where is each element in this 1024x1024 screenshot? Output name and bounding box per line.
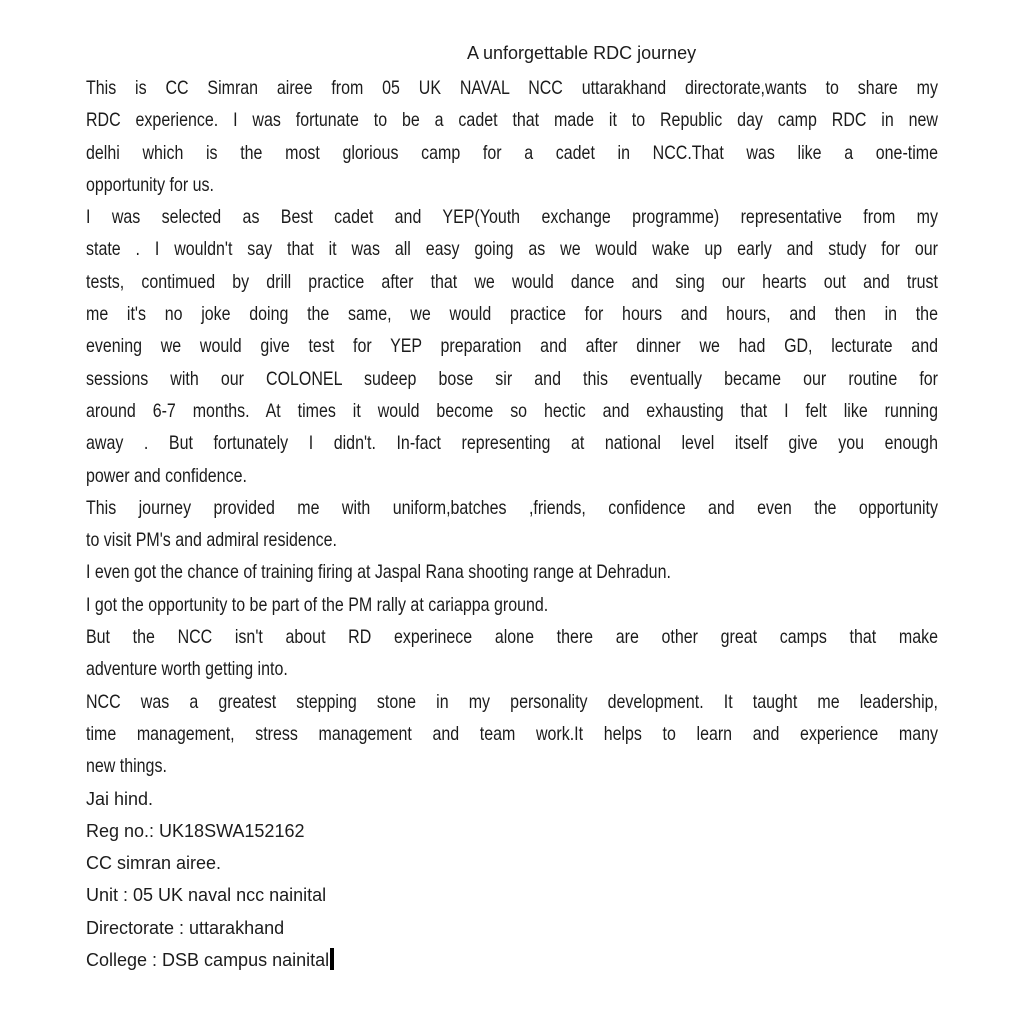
text-cursor-icon: [330, 948, 334, 970]
text-line-content: I got the opportunity to be part of the PM rally at cariappa ground.: [86, 593, 549, 616]
text-line: [86, 173, 938, 205]
text-line-content: evening we would give test for YEP preparation and after dinner we had GD, lecturate and: [86, 335, 938, 358]
text-line-content: RDC experience. I was fortunate to be a cadet that made it to Republic day camp RDC in new: [86, 109, 938, 132]
text-line-content: sessions with our COLONEL sudeep bose sir and this eventually became our routine for: [86, 367, 938, 390]
signature-line-text: Unit : 05 UK naval ncc nainital: [86, 885, 327, 906]
text-line: [86, 754, 938, 786]
signature-line-text: Jai hind.: [86, 788, 154, 809]
text-line: [86, 625, 938, 657]
signature-line: [86, 916, 938, 948]
text-line-content: power and confidence.: [86, 464, 247, 487]
text-line: [86, 205, 938, 237]
text-line-content: to visit PM's and admiral residence.: [86, 529, 338, 552]
text-line-content: me it's no joke doing the same, we would practice for hours and hours, and then in the: [86, 303, 938, 326]
signature-line-text: Reg no.: UK18SWA152162: [86, 820, 305, 841]
text-line: [86, 657, 938, 689]
text-line: [86, 108, 938, 140]
text-line: [86, 464, 938, 496]
document-body[interactable]: [86, 76, 938, 980]
text-line-content: tests, contimued by drill practice after that we would dance and sing our hearts out and trust: [86, 270, 938, 293]
signature-line: [86, 787, 938, 819]
text-line: [86, 270, 938, 302]
text-line-content: state . I wouldn't say that it was all easy going as we would wake up early and study for our: [86, 238, 938, 261]
text-line: [86, 722, 938, 754]
signature-line-text: College : DSB campus nainital: [86, 950, 330, 971]
text-line-content: time management, stress management and team work.It helps to learn and experience many: [86, 722, 938, 745]
body-paragraphs: [86, 76, 938, 787]
text-line: [86, 237, 938, 269]
signature-line: [86, 851, 938, 883]
text-line-content: I was selected as Best cadet and YEP(Youth exchange programme) representative from my: [86, 206, 938, 229]
signature-line: [86, 883, 938, 915]
text-line: [86, 593, 938, 625]
text-line-content: new things.: [86, 755, 167, 778]
signature-line: [86, 948, 938, 980]
text-line: [86, 528, 938, 560]
text-line-content: opportunity for us.: [86, 173, 214, 196]
text-line: [86, 560, 938, 592]
text-line: [86, 431, 938, 463]
text-line-content: NCC was a greatest stepping stone in my personality development. It taught me leadership,: [86, 690, 938, 713]
text-line-content: This is CC Simran airee from 05 UK NAVAL NCC uttarakhand directorate,wants to share my: [86, 77, 938, 99]
signature-line: [86, 819, 938, 851]
text-line-content: I even got the chance of training firing at Jaspal Rana shooting range at Dehradun.: [86, 561, 671, 584]
text-line-content: away . But fortunately I didn't. In-fact representing at national level itself give you enough: [86, 432, 938, 455]
text-line-content: adventure worth getting into.: [86, 658, 288, 681]
text-line-content: This journey provided me with uniform,batches ,friends, confidence and even the opportunity: [86, 496, 938, 519]
text-line-content: around 6-7 months. At times it would become so hectic and exhausting that I felt like running: [86, 399, 938, 422]
text-line-content: delhi which is the most glorious camp for a cadet in NCC.That was like a one-time: [86, 141, 938, 164]
text-line: [86, 302, 938, 334]
signature-line-text: CC simran airee.: [86, 853, 222, 874]
text-line: [86, 690, 938, 722]
text-line: [86, 76, 938, 108]
document-title: A unforgettable RDC journey: [467, 43, 697, 63]
text-line: [86, 496, 938, 528]
text-line: [86, 334, 938, 366]
signature-block: [86, 787, 938, 981]
text-line: [86, 141, 938, 173]
signature-line-text: Directorate : uttarakhand: [86, 917, 285, 938]
text-line: [86, 399, 938, 431]
text-line: [86, 367, 938, 399]
text-line-content: But the NCC isn't about RD experinece alone there are other great camps that make: [86, 626, 938, 649]
